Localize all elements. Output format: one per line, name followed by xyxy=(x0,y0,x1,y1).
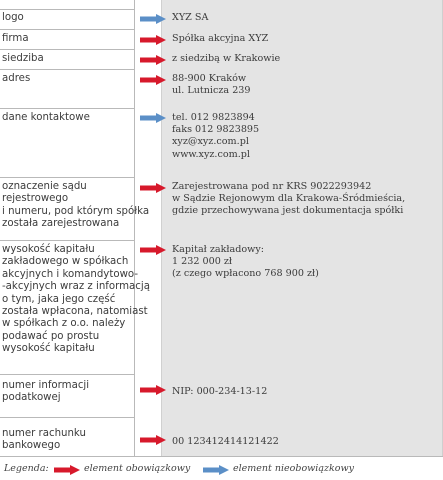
row-divider xyxy=(0,177,134,178)
row-divider xyxy=(0,108,134,109)
row-divider xyxy=(0,240,134,241)
row-divider xyxy=(0,69,134,70)
row-divider xyxy=(0,29,134,30)
row-label-firma: firma xyxy=(2,33,29,44)
table-bottom-border xyxy=(0,456,443,457)
row-label-dane-kontaktowe: dane kontaktowe xyxy=(2,112,90,123)
row-label-nip: numer informacji podatkowej xyxy=(2,380,90,404)
optional-arrow-icon xyxy=(140,14,166,24)
required-arrow-icon xyxy=(140,35,166,45)
optional-arrow-icon xyxy=(140,113,166,123)
required-arrow-icon xyxy=(140,55,166,65)
row-value-oznaczenie-sadu: Zarejestrowana pod nr KRS 9022293942 w Sądzie Rejonowym dla Krakowa-Śródmieścia, gdzie przechowywana jest dokumentacja spółki xyxy=(172,181,406,217)
row-value-siedziba: z siedzibą w Krakowie xyxy=(172,53,281,64)
required-arrow-icon xyxy=(140,435,166,445)
legend-title: Legenda: xyxy=(4,463,49,474)
row-divider xyxy=(0,49,134,50)
row-divider xyxy=(0,417,134,418)
required-arrow-icon xyxy=(140,385,166,395)
legend-optional-label: element nieobowiązkowy xyxy=(233,463,354,474)
row-label-logo: logo xyxy=(2,12,24,23)
required-arrow-icon xyxy=(140,245,166,255)
optional-arrow-icon xyxy=(203,465,229,475)
row-value-rachunek: 00 123412414121422 xyxy=(172,436,279,447)
row-value-kapital: Kapitał zakładowy: 1 232 000 zł (z czego wpłacono 768 900 zł) xyxy=(172,244,319,280)
row-value-adres: 88-900 Kraków ul. Lutnicza 239 xyxy=(172,73,251,97)
row-divider xyxy=(0,374,134,375)
row-value-nip: NIP: 000-234-13-12 xyxy=(172,386,268,397)
row-label-oznaczenie-sadu: oznaczenie sądu rejestrowego i numeru, pod którym spółka została zarejestrowana xyxy=(2,181,150,230)
row-value-firma: Spółka akcyjna XYZ xyxy=(172,33,269,44)
row-label-siedziba: siedziba xyxy=(2,53,44,64)
required-arrow-icon xyxy=(140,183,166,193)
row-label-rachunek: numer rachunku bankowego xyxy=(2,428,86,452)
row-value-dane-kontaktowe: tel. 012 9823894 faks 012 9823895 xyz@xyz.com.pl www.xyz.com.pl xyxy=(172,112,260,160)
required-arrow-icon xyxy=(54,465,80,475)
legend xyxy=(4,460,443,478)
row-label-adres: adres xyxy=(2,73,31,84)
legend-required-label: element obowiązkowy xyxy=(84,463,191,474)
required-arrow-icon xyxy=(140,75,166,85)
row-label-kapital: wysokość kapitału zakładowego w spółkach akcyjnych i komandytowo- -akcyjnych wraz z informacją o tym, jaka jego część została wpłacona, natomiast w spółkach z o.o. należy podawać po prostu wysokość kapitału xyxy=(2,244,150,355)
row-divider xyxy=(0,9,134,10)
row-value-logo: XYZ SA xyxy=(172,12,209,23)
